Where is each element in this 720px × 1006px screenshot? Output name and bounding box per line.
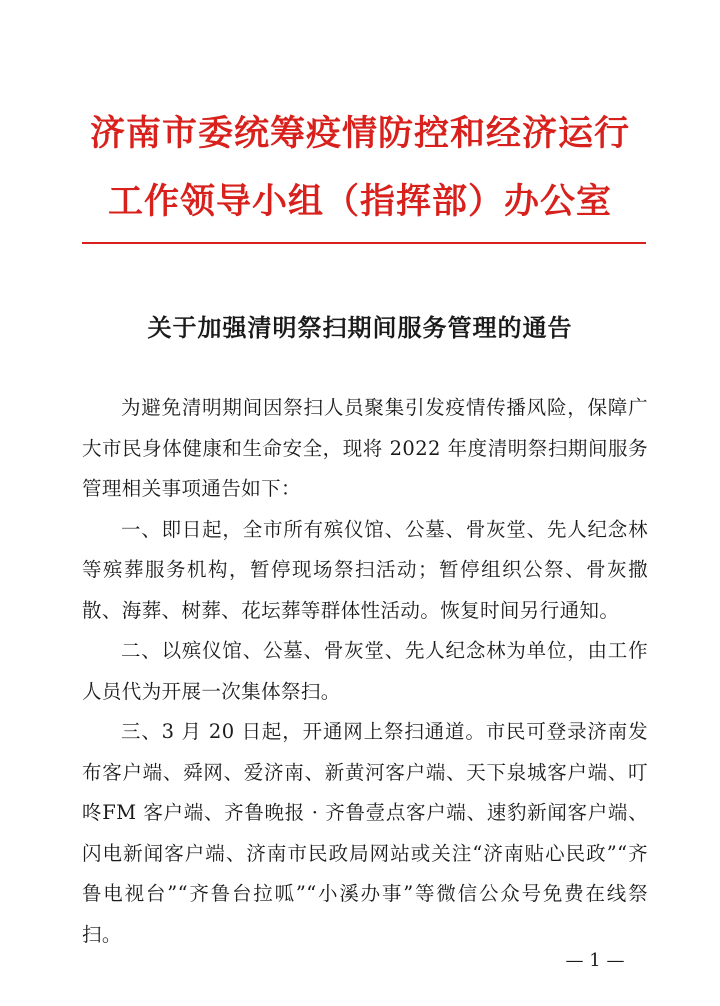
org-name-line-2: 工作领导小组（指挥部）办公室 <box>107 181 612 222</box>
intro-paragraph: 为避免清明期间因祭扫人员聚集引发疫情传播风险，保障广大市民身体健康和生命安全，现将 2022 年度清明祭扫期间服务管理相关事项通告如下： <box>82 396 648 500</box>
document-body <box>82 388 648 955</box>
item-three-paragraph: 三、3 月 20 日起，开通网上祭扫通道。市民可登录济南发布客户端、舜网、爱济南、新黄河客户端、天下泉城客户端、叮咚FM 客户端、齐鲁晚报 · 齐鲁壹点客户端、速豹新闻客户端、闪电新闻客户端、济南市民政局网站或关注“济南贴心民政”“齐鲁电视台”“齐鲁台拉呱”“小溪办事”等微信公众号免费在线祭扫。 <box>82 720 648 946</box>
item-two-paragraph: 二、以殡仪馆、公墓、骨灰堂、先人纪念林为单位，由工作人员代为开展一次集体祭扫。 <box>82 639 648 703</box>
red-divider-line <box>82 242 646 244</box>
org-name-line-1: 济南市委统筹疫情防控和经济运行 <box>89 113 630 154</box>
issuing-authority-header <box>0 100 720 236</box>
item-one-paragraph: 一、即日起，全市所有殡仪馆、公墓、骨灰堂、先人纪念林等殡葬服务机构，暂停现场祭扫活动；暂停组织公祭、骨灰撒散、海葬、树葬、花坛葬等群体性活动。恢复时间另行通知。 <box>82 517 648 622</box>
document-title: 关于加强清明祭扫期间服务管理的通告 <box>147 313 573 342</box>
page-number: — 1 — <box>565 950 625 971</box>
